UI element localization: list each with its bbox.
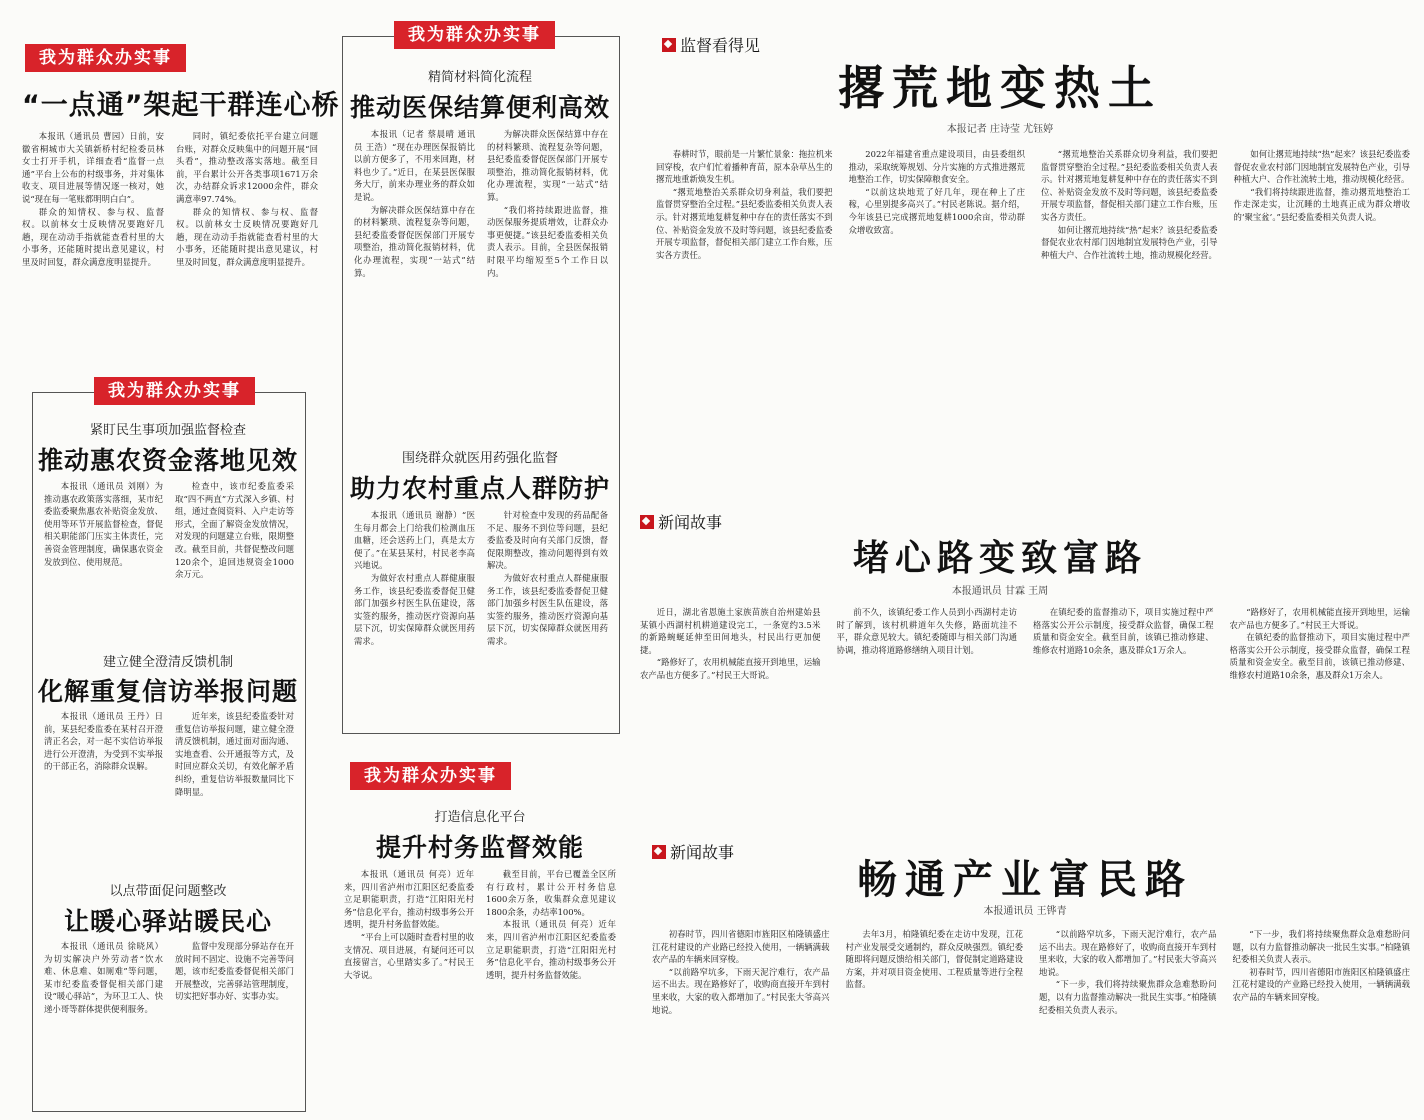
paragraph: “我们将持续跟进监督，推动撂荒地整治工作走深走实，让沉睡的土地真正成为群众增收的‘聚宝盆’。”县纪委监委相关负责人说。: [1233, 186, 1410, 222]
article-body: [44, 710, 294, 868]
paragraph: 本报讯（记者 蔡晨晴 通讯员 王浩）“现在办理医保报销比以前方便多了，不用来回跑，材料也少了。”近日，在某县医保服务大厅，前来办理业务的群众如是说。: [354, 129, 475, 202]
paragraph: 如何让撂荒地持续“热”起来？该县纪委监委督促农业农村部门因地制宜发展特色产业，引导种植大户、合作社流转土地，推动规模化经营。: [1041, 224, 1218, 260]
section-label-text: 新闻故事: [658, 513, 723, 532]
paragraph: 去年3月，柏隆镇纪委在走访中发现，江花村产业发展受交通制约，群众反映强烈。镇纪委随即将问题反馈给相关部门，督促制定道路建设方案，并对项目资金使用、工程质量等进行全程监督。: [845, 929, 1023, 990]
paragraph: “以前路窄坑多，下雨天泥泞难行，农产品运不出去。现在路修好了，收购商直接开车到村里来收，大家的收入都增加了。”村民张大爷高兴地说。: [1039, 929, 1217, 977]
article-title: 推动惠农资金落地见效: [37, 446, 298, 475]
article-kicker: 围绕群众就医用药强化监督: [401, 451, 558, 466]
article-body: [652, 928, 1410, 1104]
paragraph: 针对检查中发现的药品配备不足、服务不到位等问题，县纪委监委及时向有关部门反馈，督促限期整改，推动问题得到有效解决。: [487, 510, 608, 571]
paragraph: 在镇纪委的监督推动下，项目实施过程中严格落实公开公示制度，接受群众监督，确保工程质量和资金安全。截至目前，该镇已推动修建、维修农村道路10余条，惠及群众1万余人。: [1033, 607, 1214, 655]
article-kicker: 以点带面促问题整改: [109, 884, 227, 899]
article-title: “一点通”架起干群连心桥: [22, 90, 340, 121]
article-title: 化解重复信访举报问题: [37, 677, 298, 706]
article-kicker: 紧盯民生事项加强监督检查: [89, 423, 246, 438]
section-tag: 我为群众办实事: [25, 44, 186, 72]
article-body: [44, 940, 294, 1102]
section-tag: 我为群众办实事: [350, 762, 511, 790]
paragraph: 近日，湖北省恩施土家族苗族自治州建始县某镇小西湖村机耕道建设完工，一条宽约3.5米的新路蜿蜒延伸至田间地头，村民出行更加便捷。: [640, 607, 821, 655]
paragraph: 群众的知情权、参与权、监督权。以前林女士反映情况要跑好几趟，现在动动手指就能查看村里的大小事务，还能随时提出意见建议，村里及时回复，群众满意度明显提升。: [22, 206, 164, 267]
article-body: [354, 128, 608, 428]
article-kicker: 建立健全澄清反馈机制: [102, 655, 233, 670]
paragraph: 本报讯（通讯员 徐晓风）为切实解决户外劳动者“饮水难、休息难、如厕难”等问题，某市纪委监委督促相关部门建设“暖心驿站”，为环卫工人、快递小哥等群体提供便利服务。: [44, 941, 163, 1014]
paragraph: 为解决群众医保结算中存在的材料繁琐、流程复杂等问题，县纪委监委督促医保部门开展专项整治，推动简化报销材料，优化办理流程，实现“一站式”结算。: [354, 204, 475, 278]
section-tag: 我为群众办实事: [394, 21, 555, 49]
article-byline: 本报通讯员 甘霖 王周: [951, 586, 1049, 597]
paragraph: 为解决群众医保结算中存在的材料繁琐、流程复杂等问题，县纪委监委督促医保部门开展专项整治，推动简化报销材料，优化办理流程，实现“一站式”结算。: [487, 129, 608, 202]
paragraph: “下一步，我们将持续聚焦群众急难愁盼问题，以有力监督推动解决一批民生实事。”柏隆镇纪委相关负责人表示。: [1039, 979, 1217, 1015]
paragraph: “以前路窄坑多，下雨天泥泞难行，农产品运不出去。现在路修好了，收购商直接开车到村里来收，大家的收入都增加了。”村民张大爷高兴地说。: [652, 966, 830, 1015]
paragraph: 近年来，该县纪委监委针对重复信访举报问题，建立健全澄清反馈机制，通过面对面沟通、实地查看、公开通报等方式，及时回应群众关切，有效化解矛盾纠纷，重复信访举报数量同比下降明显。: [175, 711, 294, 797]
paragraph: “平台上可以随时查看村里的收支情况、项目进展，有疑问还可以直接留言，心里踏实多了。”村民王大爷说。: [344, 931, 474, 980]
paragraph: 本报讯（通讯员 刘刚）为推动惠农政策落实落细，某市纪委监委聚焦惠农补贴资金发放、使用等环节开展监督检查，督促相关职能部门压实主体责任，完善资金管理制度，确保惠农资金发放到位、使用规范。: [44, 481, 163, 567]
article-body: [640, 606, 1410, 770]
paragraph: “撂荒地整治关系群众切身利益，我们要把监督贯穿整治全过程。”县纪委监委相关负责人表示。针对撂荒地复耕复种中存在的责任落实不到位、补贴资金发放不及时等问题，该县纪委监委开展专项监督，督促相关部门建立工作台账，压实各方责任。: [1041, 149, 1218, 222]
paragraph: 本报讯（通讯员 曹园）日前，安徽省桐城市大关镇新桥村纪检委员林女士打开手机，详细查看“监督一点通”平台上公布的村级事务，并对集体收支、项目进展等情况逐一核对，她说“现在每一笔账都明明白白”。: [22, 131, 164, 204]
section-mark-icon: [640, 515, 654, 529]
article-byline: 本报记者 庄诗莹 尤钰婷: [946, 124, 1054, 135]
paragraph: 为做好农村重点人群健康服务工作，该县纪委监委督促卫健部门加强乡村医生队伍建设，落实签约服务，推动医疗资源向基层下沉，切实保障群众就医用药需求。: [354, 572, 475, 646]
article-title: 让暖心驿站暖民心: [63, 907, 272, 936]
section-label-text: 监督看得见: [680, 36, 761, 55]
paragraph: 初春时节，四川省德阳市旌阳区柏隆镇盛庄江花村建设的产业路已经投入使用，一辆辆满载农产品的车辆来回穿梭。: [1232, 966, 1410, 1002]
paragraph: 本报讯（通讯员 谢静）“医生每月都会上门给我们检测血压血糖，还会送药上门，真是太方便了。”在某县某村，村民老李高兴地说。: [354, 510, 475, 571]
paragraph: 同时，镇纪委依托平台建立问题台账，对群众反映集中的问题开展“回头看”，推动整改落实落地。截至目前，平台累计公开各类事项1671万余次，办结群众诉求12000余件，群众满意率97.74%。: [176, 131, 318, 204]
paragraph: 本报讯（通讯员 王丹）日前，某县纪委监委在某村召开澄清正名会，对一起不实信访举报进行公开澄清，为受到不实举报的干部正名，消除群众误解。: [44, 711, 163, 772]
section-tag: 我为群众办实事: [94, 377, 255, 405]
article-body: [44, 480, 294, 638]
paragraph: 前不久，该镇纪委工作人员到小西湖村走访时了解到，该村机耕道年久失修，路面坑洼不平，群众意见较大。镇纪委随即与相关部门沟通协调，推动将道路修缮纳入项目计划。: [836, 607, 1017, 655]
paragraph: “下一步，我们将持续聚焦群众急难愁盼问题，以有力监督推动解决一批民生实事。”柏隆镇纪委相关负责人表示。: [1232, 929, 1410, 965]
paragraph: 截至目前，平台已覆盖全区所有行政村，累计公开村务信息1600余万条，收集群众意见建议1800余条，办结率100%。: [486, 869, 616, 917]
paragraph: 本报讯（通讯员 何亮）近年来，四川省泸州市江阳区纪委监委立足职能职责，打造“江阳阳光村务”信息化平台，推动村级事务公开透明，提升村务监督效能。: [344, 869, 474, 930]
paragraph: 在镇纪委的监督推动下，项目实施过程中严格落实公开公示制度，接受群众监督，确保工程质量和资金安全。截至目前，该镇已推动修建、维修农村道路10余条，惠及群众1万余人。: [1229, 632, 1410, 680]
article-kicker: 精简材料简化流程: [427, 70, 532, 85]
paragraph: “以前这块地荒了好几年，现在种上了庄稼，心里别提多高兴了。”村民老陈说。据介绍，今年该县已完成撂荒地复耕1000余亩，带动群众增收致富。: [848, 186, 1025, 235]
article-title: 助力农村重点人群防护: [349, 474, 610, 503]
paragraph: 检查中，该市纪委监委采取“四不两直”方式深入乡镇、村组，通过查阅资料、入户走访等形式，全面了解资金发放情况，对发现的问题建立台账，限期整改。截至目前，共督促整改问题120余个，追回违规资金1000余万元。: [175, 481, 294, 580]
paragraph: 本报讯（通讯员 何亮）近年来，四川省泸州市江阳区纪委监委立足职能职责，打造“江阳阳光村务”信息化平台，推动村级事务公开透明，提升村务监督效能。: [486, 919, 616, 980]
article-kicker: 打造信息化平台: [434, 810, 526, 825]
article-body: [354, 509, 608, 723]
article-title: 堵心路变致富路: [852, 538, 1147, 579]
section-mark-icon: [662, 38, 676, 52]
article-byline: 本报通讯员 王铧青: [983, 906, 1067, 917]
article-title: 畅通产业富民路: [857, 857, 1193, 903]
paragraph: “我们将持续跟进监督，推动医保服务提质增效，让群众办事更便捷。”该县纪委监委相关负责人表示。目前，全县医保报销时限平均缩短至5个工作日以内。: [487, 204, 608, 278]
article-body: [656, 148, 1410, 466]
section-label-text: 新闻故事: [670, 843, 735, 862]
paragraph: “路修好了，农用机械能直接开到地里，运输农产品也方便多了。”村民王大哥说。: [640, 657, 821, 680]
paragraph: 2022年福建省重点建设项目，由县委组织推动，采取统筹规划、分片实施的方式推进撂荒地整治工作，切实保障粮食安全。: [848, 149, 1025, 185]
article-title: 推动医保结算便利高效: [349, 93, 610, 122]
paragraph: 为做好农村重点人群健康服务工作，该县纪委监委督促卫健部门加强乡村医生队伍建设，落实签约服务，推动医疗资源向基层下沉，切实保障群众就医用药需求。: [487, 572, 608, 646]
paragraph: 春耕时节，眼前是一片繁忙景象：拖拉机来回穿梭，农户们忙着播种育苗，原本杂草丛生的撂荒地重新焕发生机。: [656, 149, 833, 185]
paragraph: 如何让撂荒地持续“热”起来？该县纪委监委督促农业农村部门因地制宜发展特色产业，引导种植大户、合作社流转土地，推动规模化经营。: [1233, 149, 1410, 185]
article-body: [22, 130, 318, 350]
article-body: [344, 868, 616, 1106]
article-title: 撂荒地变热土: [838, 61, 1162, 115]
paragraph: “撂荒地整治关系群众切身利益，我们要把监督贯穿整治全过程。”县纪委监委相关负责人表示。针对撂荒地复耕复种中存在的责任落实不到位、补贴资金发放不及时等问题，该县纪委监委开展专项监督，督促相关部门建立工作台账，压实各方责任。: [656, 186, 833, 260]
paragraph: 初春时节，四川省德阳市旌阳区柏隆镇盛庄江花村建设的产业路已经投入使用，一辆辆满载农产品的车辆来回穿梭。: [652, 929, 830, 965]
paragraph: “路修好了，农用机械能直接开到地里，运输农产品也方便多了。”村民王大哥说。: [1229, 607, 1410, 630]
paragraph: 监督中发现部分驿站存在开放时间不固定、设施不完善等问题，该市纪委监委督促相关部门开展整改，完善驿站管理制度，切实把好事办好、实事办实。: [175, 941, 294, 1002]
paragraph: 群众的知情权、参与权、监督权。以前林女士反映情况要跑好几趟，现在动动手指就能查看村里的大小事务，还能随时提出意见建议，村里及时回复，群众满意度明显提升。: [176, 206, 318, 267]
article-title: 提升村务监督效能: [375, 833, 584, 862]
